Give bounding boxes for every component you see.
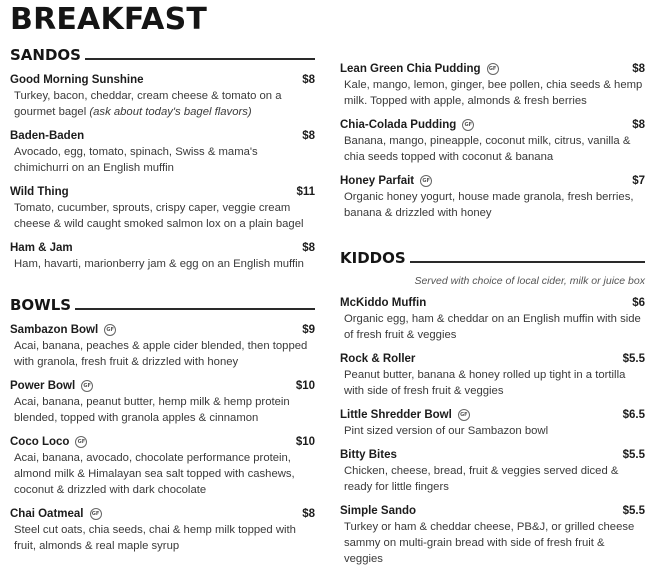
menu-item [10,507,315,554]
section-note: Served with choice of local cider, milk or juice box [414,275,645,287]
section-header-kiddos [340,247,645,267]
item-description: Ham, havarti, marionberry jam & egg on an English muffin [14,258,304,270]
item-name: Sambazon Bowl [10,324,99,336]
item-name: Wild Thing [10,186,69,198]
menu-item [340,352,645,399]
item-description: Steel cut oats, chia seeds, chai & hemp milk topped with fruit, almonds & real maple syrup [14,524,296,552]
item-name: Rock & Roller [340,353,416,365]
item-price: $5.5 [622,505,645,517]
item-name: Power Bowl [10,380,76,392]
section-divider [75,308,315,310]
item-price: $5.5 [622,353,645,365]
section-divider [85,58,315,60]
gluten-free-icon: GF [458,409,470,421]
section-header-sandos [10,44,315,64]
item-price: $7 [632,175,645,187]
gluten-free-icon: GF [75,436,87,448]
item-description: Organic egg, ham & cheddar on an English muffin with side of fresh fruit & veggies [344,313,641,341]
item-description: Turkey, bacon, cheddar, cream cheese & tomato on a gourmet bagel [14,90,282,118]
gluten-free-icon: GF [104,324,116,336]
menu-item [10,323,315,370]
gluten-free-icon: GF [462,119,474,131]
item-description: Peanut butter, banana & honey rolled up tight in a tortilla with side of fresh fruit & veggies [344,369,626,397]
item-description: Banana, mango, pineapple, coconut milk, citrus, vanilla & chia seeds topped with coconut & banana [344,135,631,163]
item-price: $8 [632,63,645,75]
item-name: Good Morning Sunshine [10,74,144,86]
item-name: Coco Loco [10,436,70,448]
item-description: Pint sized version of our Sambazon bowl [344,425,549,437]
menu-item [10,129,315,176]
item-price: $5.5 [622,449,645,461]
section-title: SANDOS [10,46,81,64]
right-column [340,58,645,567]
item-description: Chicken, cheese, bread, fruit & veggies served diced & ready for little fingers [344,465,619,493]
menu-item [340,118,645,165]
item-price: $6.5 [622,409,645,421]
item-price: $11 [296,186,315,198]
menu-item [340,408,645,439]
item-name: Chai Oatmeal [10,508,84,520]
item-description: Acai, banana, avocado, chocolate performance protein, almond milk & Himalayan sea salt topped with cashews, coconut & drizzled with dark chocolate [14,452,295,496]
menu-item [340,504,645,567]
item-price: $10 [295,380,315,392]
item-price: $8 [632,119,645,131]
item-description: Kale, mango, lemon, ginger, bee pollen, chia seeds & hemp milk. Topped with apple, almonds & fresh berries [344,79,643,107]
item-description: Turkey or ham & cheddar cheese, PB&J, or grilled cheese sammy on multi-grain bread with side of fresh fruit & veggies [344,521,635,565]
item-description: Avocado, egg, tomato, spinach, Swiss & mama's chimichurri on an English muffin [14,146,258,174]
menu-item [10,185,315,232]
menu-item [340,296,645,343]
item-name: Bitty Bites [340,449,397,461]
item-name: Simple Sando [340,505,417,517]
section-title: BOWLS [10,296,72,314]
item-description: Acai, banana, peaches & apple cider blended, then topped with granola, fresh fruit & drizzled with honey [14,340,308,368]
menu-item [10,241,315,272]
item-description: Acai, banana, peanut butter, hemp milk & hemp protein blended, topped with granola apples & cinnamon [14,396,290,424]
gluten-free-icon: GF [81,380,93,392]
item-name: Honey Parfait [340,175,415,187]
menu-item [340,448,645,495]
menu-item [10,73,315,120]
item-price: $8 [302,242,315,254]
item-name: Ham & Jam [10,242,73,254]
menu-item [340,62,645,109]
menu-item [340,174,645,221]
item-description: Organic honey yogurt, house made granola, fresh berries, banana & drizzled with honey [344,191,634,219]
item-price: $6 [632,297,645,309]
item-name: Baden-Baden [10,130,85,142]
item-price: $8 [302,74,315,86]
section-title: KIDDOS [340,249,406,267]
item-price: $8 [302,508,315,520]
gluten-free-icon: GF [90,508,102,520]
item-price: $10 [295,436,315,448]
section-divider [410,261,645,263]
gluten-free-icon: GF [420,175,432,187]
item-name: Little Shredder Bowl [340,409,452,421]
menu-item [10,435,315,498]
page-title: BREAKFAST [10,2,208,37]
item-name: Chia-Colada Pudding [340,119,457,131]
left-column [10,44,315,554]
item-note: (ask about today's bagel flavors) [89,106,252,118]
section-header-bowls [10,294,315,314]
menu-item [10,379,315,426]
gluten-free-icon: GF [487,63,499,75]
item-price: $9 [302,324,315,336]
item-name: Lean Green Chia Pudding [340,63,481,75]
item-name: McKiddo Muffin [340,297,427,309]
item-description: Tomato, cucumber, sprouts, crispy caper, veggie cream cheese & wild caught smoked salmon lox on a plain bagel [14,202,304,230]
item-price: $8 [302,130,315,142]
